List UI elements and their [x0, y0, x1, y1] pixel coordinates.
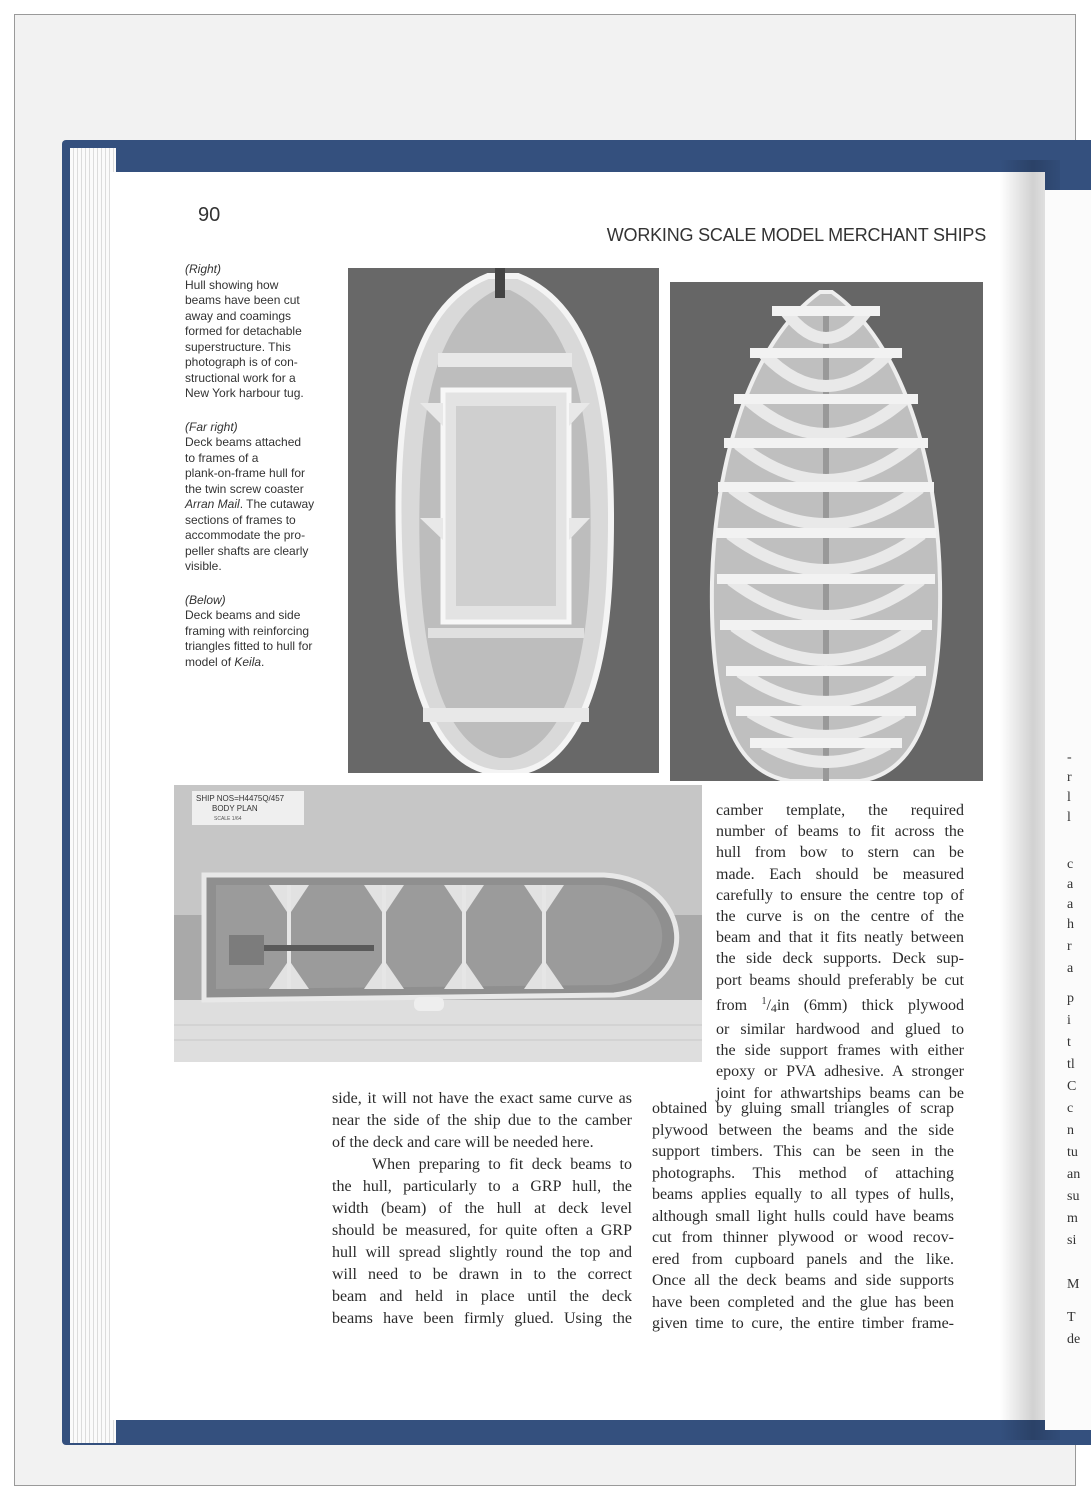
- caption-line: triangles fitted to hull for: [185, 639, 313, 653]
- caption-line: Deck beams attached: [185, 435, 302, 449]
- text-line: ered from cupboard panels and the like.: [652, 1250, 954, 1268]
- facing-page-glyph: p: [1067, 991, 1074, 1006]
- facing-page-glyph: a: [1067, 961, 1074, 976]
- caption-line: peller shafts are clearly: [185, 543, 309, 558]
- deck-beam: [716, 528, 936, 538]
- text-line: number of beams to fit across the: [716, 823, 964, 841]
- caption-text: . The cutaway: [239, 497, 315, 511]
- text-line: near the side of the ship due to the camber: [332, 1112, 632, 1129]
- facing-page-glyph: c: [1067, 857, 1074, 872]
- text-line: will need to be drawn in to the correct: [332, 1266, 632, 1283]
- ship-name: Keila: [234, 654, 262, 669]
- page-number: 90: [198, 204, 221, 226]
- text-line: width (beam) of the hull at deck level: [332, 1200, 632, 1217]
- deck-beam: [772, 306, 880, 316]
- caption-line: plank-on-frame hull for: [185, 466, 306, 480]
- text-line: carefully to ensure the centre top of: [716, 886, 964, 904]
- text-line: beam and held in place until the deck: [332, 1288, 632, 1305]
- deck-beam: [734, 394, 918, 404]
- text-line: photographs. This method of attaching: [652, 1164, 954, 1182]
- caption-line: framing with reinforcing: [185, 623, 310, 638]
- text-fragment: in (6mm) thick plywood: [776, 996, 964, 1014]
- text-column-right-upper: [716, 800, 964, 1104]
- text-line: the hull, particularly to a GRP hull, the: [332, 1178, 632, 1195]
- caption-position: (Right): [185, 262, 222, 276]
- caption-line: Deck beams and side: [185, 608, 301, 622]
- photo-hull-coamings: [348, 268, 659, 773]
- facing-page-glyph: an: [1067, 1167, 1081, 1182]
- fraction-denominator: 4: [770, 1000, 777, 1015]
- facing-page-glyph: h: [1067, 917, 1074, 932]
- captions-column: [185, 262, 335, 688]
- caption-line: New York harbour tug.: [185, 386, 304, 400]
- body-plan-label: BODY PLAN: [212, 804, 258, 813]
- hull-coamings-image: [348, 268, 659, 773]
- photo-body-plan: [174, 785, 702, 1062]
- text-line: camber template, the required: [716, 802, 964, 819]
- facing-page-glyph: su: [1067, 1189, 1080, 1204]
- caption-line: sections of frames to: [185, 512, 296, 527]
- deck-beam: [750, 738, 902, 748]
- caption-line: [185, 655, 335, 671]
- text-line: beam and that it fits neatly between: [716, 929, 964, 947]
- caption-line: photograph is of con-: [185, 355, 298, 369]
- caption-line: superstructure. This: [185, 339, 291, 354]
- fraction-numerator: 1: [761, 995, 767, 1007]
- running-head: WORKING SCALE MODEL MERCHANT SHIPS: [606, 225, 986, 245]
- caption-far-right: [185, 420, 335, 575]
- text-line: have been completed and the glue has been: [652, 1293, 954, 1311]
- text-line: the side support frames with either: [716, 1042, 964, 1060]
- facing-page-glyph: a: [1067, 877, 1074, 892]
- text-line: plywood between the beams and the side: [652, 1121, 954, 1139]
- text-line: obtained by gluing small triangles of scrap: [652, 1100, 954, 1117]
- caption-line: structional work for a: [185, 370, 296, 385]
- caption-line: Hull showing how: [185, 277, 279, 292]
- caption-position: (Far right): [185, 419, 238, 434]
- facing-page-glyph: tu: [1067, 1145, 1078, 1160]
- deck-beam: [724, 438, 928, 448]
- body-plan-image: [174, 785, 702, 1062]
- text-line: made. Each should be measured: [716, 865, 964, 883]
- deck-beam: [717, 574, 935, 584]
- facing-page-glyph: n: [1067, 1123, 1074, 1138]
- facing-page-edge: [1045, 190, 1091, 1430]
- caption-line: visible.: [185, 559, 222, 573]
- facing-page-glyph: i: [1067, 1013, 1071, 1028]
- facing-page-glyph: T: [1067, 1310, 1076, 1325]
- text-line: the curve is on the centre of the: [716, 908, 964, 926]
- facing-page-glyph: C: [1067, 1079, 1077, 1094]
- deck-beam: [726, 666, 926, 676]
- facing-page-glyph: l: [1067, 810, 1071, 825]
- caption-line: away and coamings: [185, 308, 292, 323]
- caption-text: .: [261, 654, 265, 669]
- caption-line: the twin screw coaster: [185, 481, 304, 496]
- deck-beam: [736, 706, 916, 716]
- caption-position: (Below): [185, 592, 226, 607]
- text-line: of the deck and care will be needed here.: [332, 1134, 594, 1151]
- caption-text: model of: [185, 654, 235, 669]
- caption-line: to frames of a: [185, 450, 259, 465]
- text-line: hull from bow to stern can be: [716, 844, 964, 862]
- facing-page-glyph: l: [1067, 790, 1071, 805]
- facing-page-glyph: tl: [1067, 1057, 1075, 1072]
- caption-line: beams have been cut: [185, 293, 300, 307]
- text-line: side, it will not have the exact same curve as: [332, 1090, 632, 1107]
- body-plan-label: SCALE 1/64: [214, 816, 242, 822]
- facing-page-glyph: a: [1067, 897, 1074, 912]
- text-line: Once all the deck beams and side supports: [652, 1272, 954, 1289]
- text-line: beams applies equally to all types of hulls,: [652, 1186, 954, 1203]
- facing-page-glyph: de: [1067, 1332, 1081, 1347]
- facing-page-glyph: t: [1067, 1035, 1071, 1050]
- text-line: given time to cure, the entire timber frame-: [652, 1315, 954, 1332]
- facing-page-glyph: si: [1067, 1233, 1077, 1248]
- photo-plank-on-frame-hull: [670, 282, 983, 781]
- text-line: although small light hulls could have beams: [652, 1207, 954, 1225]
- facing-page-glyph: m: [1067, 1211, 1078, 1226]
- deck-beam: [720, 620, 932, 630]
- text-line: joint for athwartships beams can be: [716, 1084, 964, 1102]
- body-plan-label: SHIP NOS=H4475Q/457: [196, 794, 285, 803]
- text-line: support timbers. This can be seen in the: [652, 1143, 954, 1160]
- text-line: port beams should preferably be cut: [716, 971, 964, 989]
- caption-below: [185, 593, 335, 671]
- plank-on-frame-image: [670, 282, 983, 781]
- caption-line: formed for detachable: [185, 324, 302, 338]
- text-line: When preparing to fit deck beams to: [372, 1156, 632, 1173]
- caption-right: [185, 262, 335, 402]
- text-line: cut from thinner plywood or wood recov-: [652, 1229, 954, 1246]
- text-column-right-lower: [652, 1098, 954, 1335]
- deck-beam: [718, 482, 934, 492]
- text-line: beams have been firmly glued. Using the: [332, 1310, 632, 1327]
- facing-page-glyph: r: [1067, 939, 1072, 954]
- facing-page-glyph: r: [1067, 770, 1072, 785]
- facing-page-glyph: -: [1067, 750, 1072, 765]
- text-line: hull will spread slightly round the top and: [332, 1244, 632, 1261]
- facing-page-glyph: c: [1067, 1101, 1074, 1116]
- text-line: from $^1/_4in$ (6mm) thick plywood: [716, 995, 964, 1015]
- text-line: should be measured, for quite often a GRP: [332, 1222, 632, 1239]
- text-line: epoxy or PVA adhesive. A stronger: [716, 1063, 964, 1081]
- text-line: the side deck supports. Deck sup-: [716, 950, 964, 968]
- text-line: or similar hardwood and glued to: [716, 1021, 964, 1039]
- caption-line: accommodate the pro-: [185, 528, 306, 542]
- text-fragment: from: [716, 996, 762, 1014]
- caption-line: [185, 497, 335, 513]
- ship-name: Arran Mail: [185, 497, 240, 511]
- facing-page-glyph: M: [1067, 1277, 1080, 1292]
- text-column-left: [332, 1088, 632, 1330]
- deck-beam: [750, 348, 902, 358]
